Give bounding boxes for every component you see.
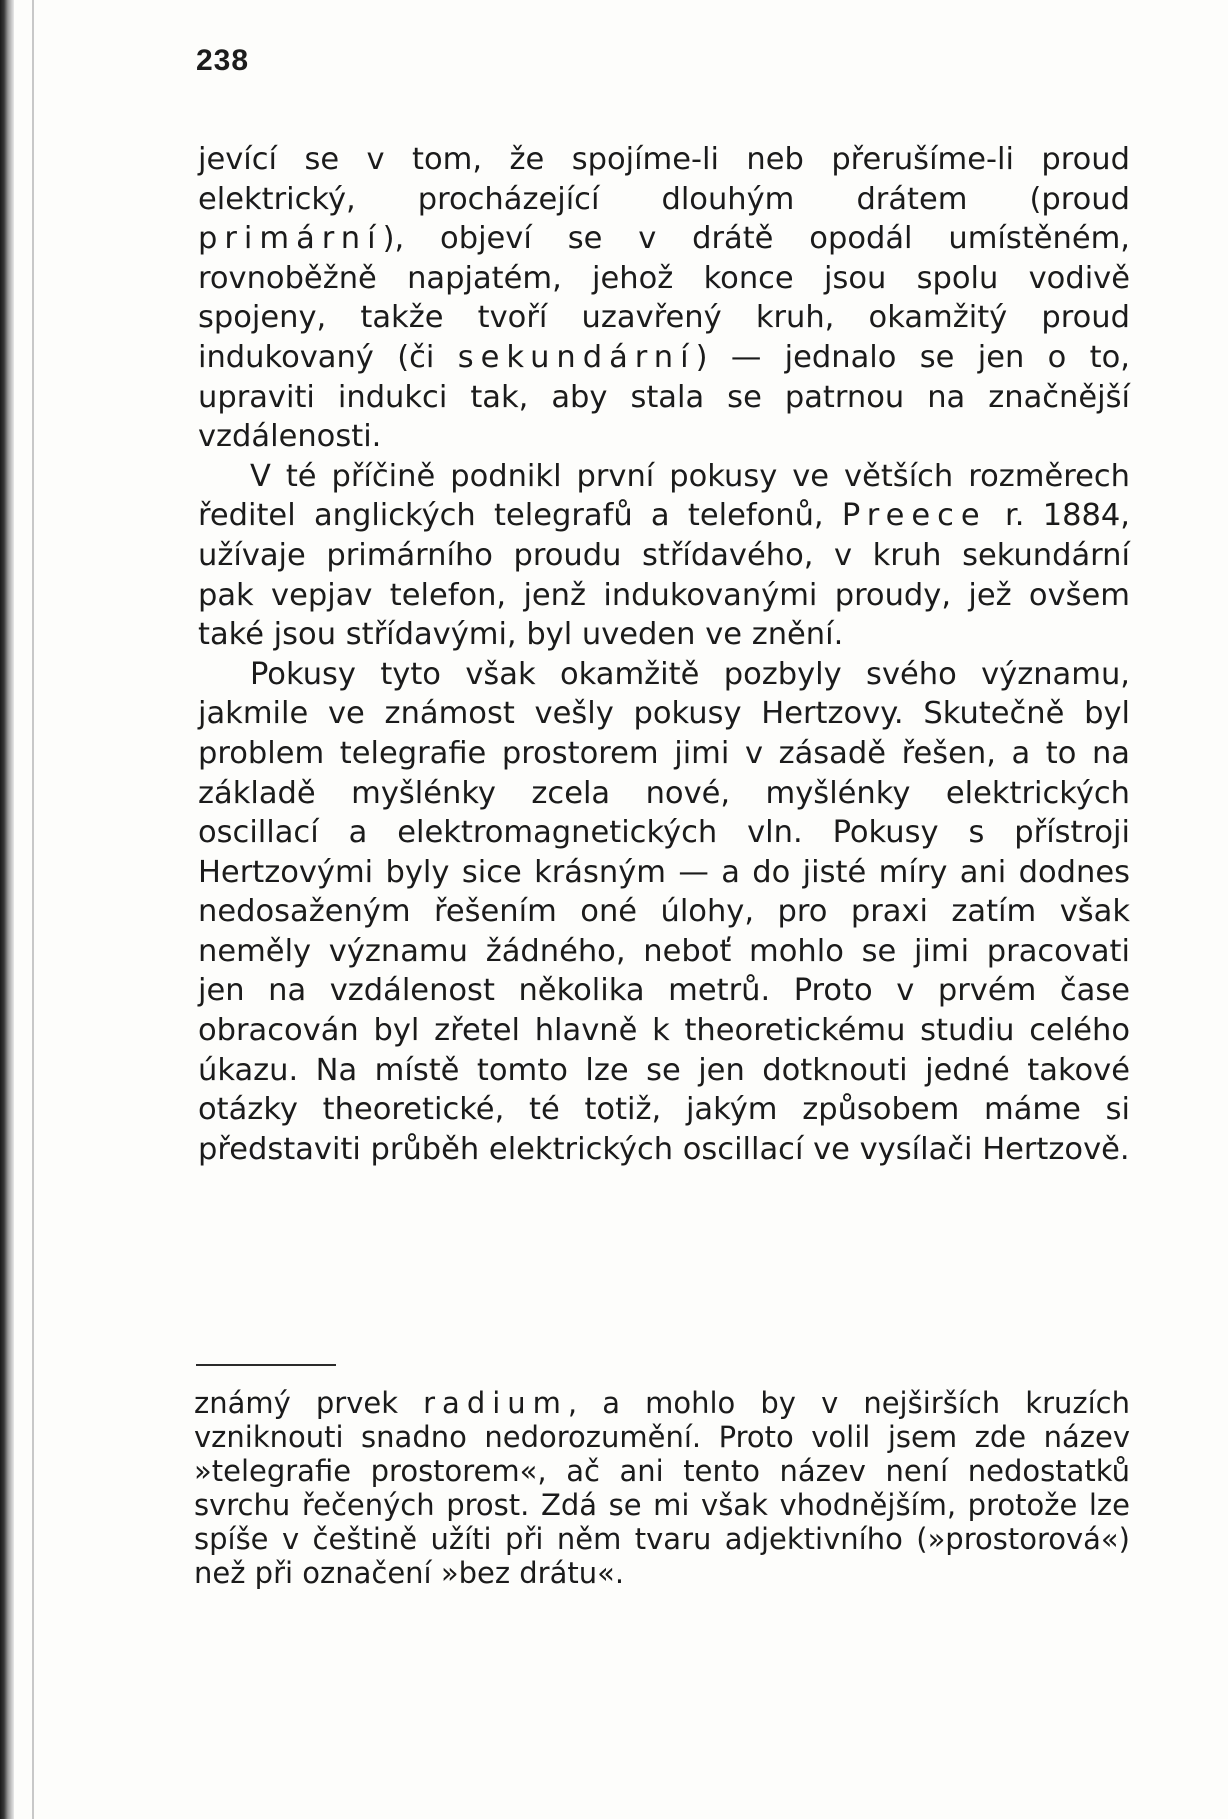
term-sekundarni: sekundární [457, 339, 696, 375]
paragraph-2 [198, 457, 1130, 655]
footnote-part-a: známý prvek [194, 1386, 424, 1420]
footnote-part-c: , a mohlo by v nejširších kruzích vzniknouti snadno nedorozumění. Proto volil jsem zde název »telegrafie prostorem«, ač ani tento název není nedostatků svrchu řečených prost. Zdá se mi však vhodnějším, protože lze spíše v češtině užíti při něm tvaru adjektivního (»prostorová«) než při označení »bez drátu«. [194, 1386, 1130, 1590]
term-radium: radium [423, 1386, 568, 1420]
footnote [194, 1386, 1130, 1590]
paragraph-1-part-e: ) — jednalo se jen o to, upraviti indukci tak, aby stala se patrnou na značnější vzdálenosti. [198, 339, 1130, 455]
term-primarni: primární [198, 221, 383, 257]
paragraph-2-part-a: V té příčině podnikl první pokusy ve větších rozměrech ředitel anglických telegrafů a telefonů, [198, 458, 1130, 534]
paragraph-1-part-a: jevící se v tom, že spojíme-li neb přerušíme-li proud elektrický, procházející dlouhým drátem (proud [198, 142, 1130, 217]
paragraph-2-part-c: r. 1884, užívaje primárního proudu střídavého, v kruh sekundární pak vepjav telefon, jenž indukovanými proudy, jež ovšem také jsou střídavými, byl uveden ve znění. [198, 498, 1131, 653]
paragraph-1-part-c: ), objeví se v drátě opodál umístěném, rovnoběžně napjatém, jehož konce jsou spolu vodivě spojeny, takže tvoří uzavřený kruh, okamžitý proud indukovaný (či [198, 221, 1130, 375]
page-number: 238 [196, 44, 250, 77]
book-spine-shadow [0, 0, 14, 1819]
paragraph-3: Pokusy tyto však okamžitě pozbyly svého významu, jakmile ve známost vešly pokusy Hertzovy. Skutečně byl problem telegrafie prostorem jimi v zásadě řešen, a to na základě myšlénky zcela nové, myšlénky elektrických oscillací a elektromagnetických vln. Pokusy s přístroji Hertzovými byly sice krásným — a do jisté míry ani dodnes nedosaženým řešením oné úlohy, pro praxi zatím však neměly významu žádného, neboť mohlo se jimi pracovati jen na vzdálenost několika metrů. Proto v prvém čase obracován byl zřetel hlavně k theoretickému studiu celého úkazu. Na místě tomto lze se jen dotknouti jedné takové otázky theoretické, té totiž, jakým způsobem máme si představiti průběh elektrických oscillací ve vysílači Hertzově. [198, 656, 1130, 1167]
main-text [198, 140, 1130, 1169]
footnote-divider [196, 1364, 336, 1366]
footnote-paragraph [194, 1386, 1130, 1590]
gutter-line [32, 0, 34, 1819]
paragraph-1 [198, 140, 1130, 457]
name-preece: Preece [841, 498, 987, 534]
